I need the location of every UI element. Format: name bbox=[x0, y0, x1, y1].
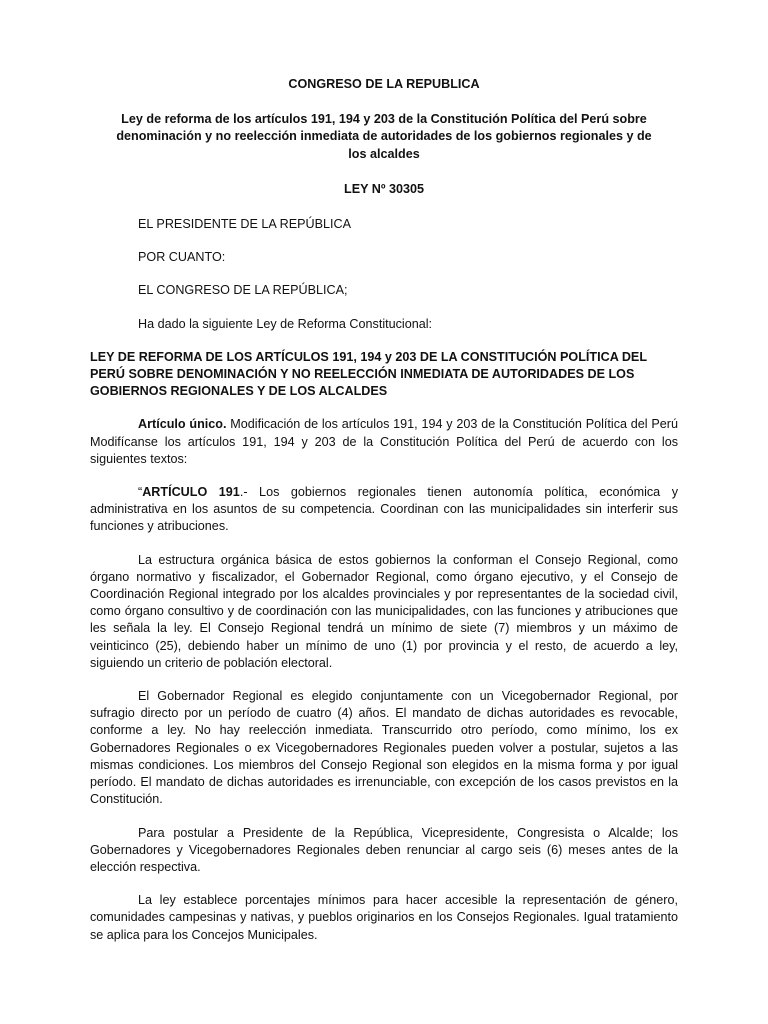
paragraph-postular: Para postular a Presidente de la República, Vicepresidente, Congresista o Alcalde; los Gobernadores y Vicegobernadores Regionales deben renunciar al cargo seis (6) meses antes de la elección respectiva. bbox=[90, 825, 678, 874]
preamble-ha-dado: Ha dado la siguiente Ley de Reforma Constitucional: bbox=[138, 316, 433, 331]
paragraph-estructura: La estructura orgánica básica de estos gobiernos la conforman el Consejo Regional, como órgano normativo y fiscalizador, el Gobernador Regional, como órgano ejecutivo, y el Consejo de Coordinación Regional integrado por los alcaldes provinciales y por representantes de la sociedad civil, como órgano consultivo y de coordinación con las municipalidades, con las funciones y atribuciones que les señala la ley. El Consejo Regional tendrá un mínimo de siete (7) miembros y un máximo de veinticinco (25), debiendo haber un mínimo de uno (1) por provincia y el resto, de acuerdo a ley, siguiendo un criterio de población electoral. bbox=[90, 552, 678, 670]
law-number: LEY Nº 30305 bbox=[344, 181, 424, 196]
article-191-text: .- Los gobiernos regionales tienen autonomía política, económica y administrativa en los asuntos de su competencia. Coordinan con las municipalidades sin interferir sus funciones y atribuciones. bbox=[90, 485, 679, 534]
article-191-label: ARTÍCULO 191 bbox=[142, 485, 240, 500]
preamble-president: EL PRESIDENTE DE LA REPÚBLICA bbox=[138, 217, 351, 232]
document-title: CONGRESO DE LA REPUBLICA bbox=[288, 77, 480, 91]
article-191-paragraph bbox=[90, 484, 678, 536]
article-unico-paragraph bbox=[90, 416, 678, 468]
preamble-congreso: EL CONGRESO DE LA REPÚBLICA; bbox=[138, 283, 348, 298]
paragraph-gobernador: El Gobernador Regional es elegido conjuntamente con un Vicegobernador Regional, por sufragio directo por un período de cuatro (4) años. El mandato de dichas autoridades es revocable, conforme a ley. No hay reelección inmediata. Transcurrido otro período, como mínimo, los ex Gobernadores Regionales o ex Vicegobernadores Regionales pueden volver a postular, sujetos a las mismas condiciones. Los miembros del Consejo Regional son elegidos en la misma forma y por igual período. El mandato de dichas autoridades es irrenunciable, con excepción de los casos previstos en la Constitución. bbox=[90, 689, 678, 807]
document-subtitle: Ley de reforma de los artículos 191, 194 y 203 de la Constitución Política del Perú sobre denominación y no reelección inmediata de autoridades de los gobiernos regionales y de los alcaldes bbox=[116, 112, 652, 161]
article-unico-label: Artículo único. bbox=[138, 417, 227, 432]
preamble-por-cuanto: POR CUANTO: bbox=[138, 250, 226, 265]
article-unico-text: Modificación de los artículos 191, 194 y 203 de la Constitución Política del Perú Modifícanse los artículos 191, 194 y 203 de la Constitución Política del Perú de acuerdo con los siguientes textos: bbox=[90, 417, 679, 466]
law-heading: LEY DE REFORMA DE LOS ARTÍCULOS 191, 194 y 203 DE LA CONSTITUCIÓN POLÍTICA DEL PERÚ SOBRE DENOMINACIÓN Y NO REELECCIÓN INMEDIATA DE AUTORIDADES DE LOS GOBIERNOS REGIONALES Y DE LOS ALCALDES bbox=[90, 349, 647, 399]
article-191-open-quote: “ bbox=[138, 485, 143, 500]
paragraph-genero: La ley establece porcentajes mínimos para hacer accesible la representación de género, comunidades campesinas y nativas, y pueblos originarios en los Consejos Regionales. Igual tratamiento se aplica para los Concejos Municipales. bbox=[90, 893, 678, 942]
